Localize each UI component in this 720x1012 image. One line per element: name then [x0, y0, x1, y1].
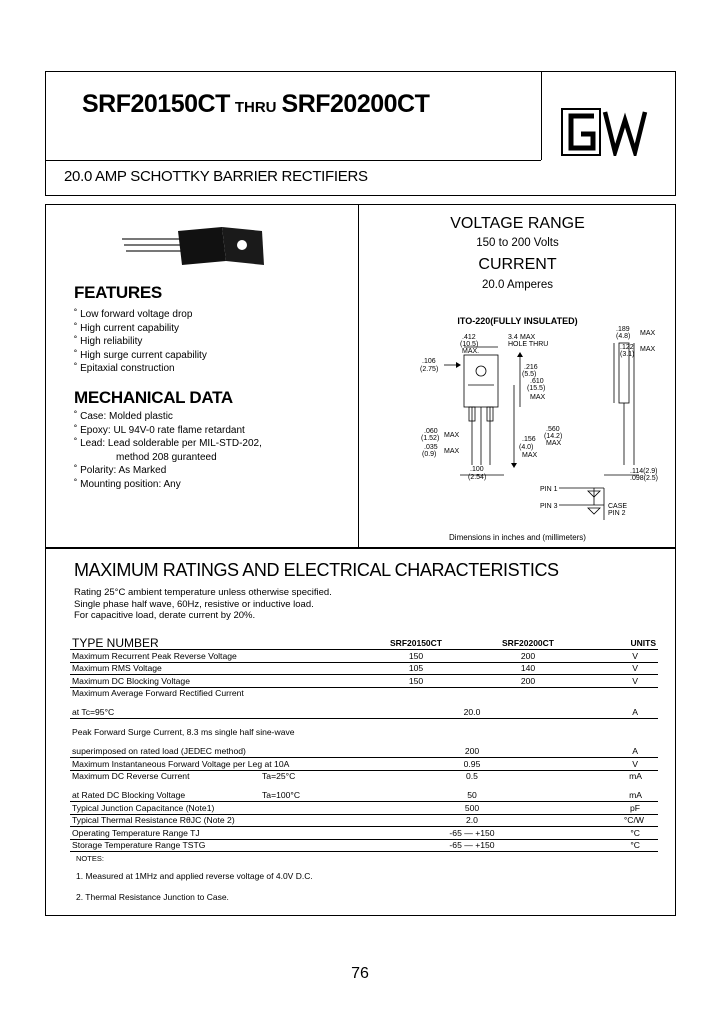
table-row: Maximum RMS Voltage 105 140 V: [70, 662, 658, 675]
list-item: ˚ Epitaxial construction: [74, 363, 175, 375]
table-header: [70, 633, 658, 650]
features-box: [45, 204, 676, 548]
mechanical-heading: MECHANICAL DATA: [74, 388, 233, 407]
dim-label: .216: [524, 364, 538, 371]
list-item: ˚ High current capability: [74, 322, 180, 334]
dim-label: (15.5): [527, 385, 546, 392]
dim-label: 3.4: [508, 334, 518, 341]
dim-label: .060: [424, 428, 438, 435]
list-item: ˚ Mounting position: Any: [74, 478, 181, 490]
max-ratings-title: MAXIMUM RATINGS AND ELECTRICAL CHARACTERISTICS: [74, 560, 559, 580]
dim-label: (4.8): [616, 333, 631, 340]
ratings-table: [70, 633, 658, 852]
table-row: superimposed on rated load (JEDEC method) 200 A: [70, 738, 658, 758]
case-label: CASE: [608, 503, 628, 510]
dim-label: .610: [530, 378, 544, 385]
table-row: Storage Temperature Range TSTG -65 — +150 °C: [70, 839, 658, 852]
dim-label: MAX: [444, 432, 460, 439]
list-item: ˚ Polarity: As Marked: [74, 465, 167, 477]
col-srf20200ct: SRF20200CT: [472, 633, 584, 650]
dim-label: MAX: [530, 394, 546, 401]
list-item: ˚ High surge current capability: [74, 349, 207, 361]
dim-label: .114(2.9): [630, 468, 658, 475]
dim-label: .098(2.5): [630, 475, 659, 482]
header-divider-h: [46, 160, 541, 161]
table-row: Maximum Recurrent Peak Reverse Voltage 150 200 V: [70, 650, 658, 663]
dim-label: (2.54): [468, 474, 487, 481]
table-row: Operating Temperature Range TJ -65 — +150 °C: [70, 827, 658, 840]
dim-label: MAX.: [462, 348, 480, 355]
dim-label: .122: [620, 344, 634, 351]
list-item: ˚ Case: Molded plastic: [74, 411, 173, 422]
pin-label: PIN 2: [608, 510, 626, 517]
dim-label: MAX: [640, 330, 656, 337]
voltage-range-value: 150 to 200 Volts: [476, 237, 559, 249]
pin-label: PIN 3: [540, 503, 558, 510]
dim-label: MAX: [522, 452, 538, 459]
package-image: [122, 225, 272, 275]
document-title: [82, 90, 429, 119]
current-title: CURRENT: [478, 256, 557, 273]
table-row: at Tc=95°C 20.0 A: [70, 699, 658, 719]
dim-label: .560: [546, 426, 560, 433]
dim-label: (14.2): [544, 433, 563, 440]
dim-label: .189: [616, 326, 630, 333]
thru-label: THRU: [234, 99, 277, 116]
col-units: UNITS: [584, 633, 658, 650]
dim-label: .156: [522, 436, 536, 443]
rating-note: For capacitive load, derate current by 20%.: [74, 610, 256, 621]
dim-label: .035: [424, 444, 438, 451]
voltage-range-title: VOLTAGE RANGE: [450, 215, 585, 232]
dim-label: (4.0): [519, 444, 534, 451]
dim-label: .100: [470, 466, 484, 473]
dim-label: (5.5): [522, 371, 537, 378]
dim-label: (0.9): [422, 451, 437, 458]
dim-label: (1.52): [421, 435, 440, 442]
table-row: Maximum DC Blocking Voltage 150 200 V: [70, 675, 658, 688]
list-item: ˚ High reliability: [74, 336, 143, 348]
dim-label: MAX: [520, 334, 536, 341]
features-heading: FEATURES: [74, 283, 162, 302]
notes-title: NOTES:: [76, 854, 104, 863]
gw-logo: [561, 108, 663, 156]
rating-note: Rating 25°C ambient temperature unless otherwise specified.: [74, 587, 332, 598]
dim-label: MAX: [640, 346, 656, 353]
dim-label: (3.1): [620, 351, 635, 358]
header-divider: [541, 72, 542, 160]
page-number: 76: [351, 965, 369, 982]
note-2: 2. Thermal Resistance Junction to Case.: [76, 892, 229, 902]
dimension-note: Dimensions in inches and (millimeters): [449, 533, 586, 542]
ratings-box: [45, 548, 676, 916]
features-list: [74, 308, 207, 376]
list-item: method 208 guranteed: [116, 451, 217, 463]
type-number-header: TYPE NUMBER: [70, 633, 360, 650]
rating-note: Single phase half wave, 60Hz, resistive or inductive load.: [74, 598, 314, 610]
list-item: ˚ Low forward voltage drop: [74, 309, 193, 320]
pin-label: PIN 1: [540, 486, 558, 493]
dim-label: .106: [422, 358, 436, 365]
table-row: Maximum Average Forward Rectified Current: [72, 688, 244, 698]
note-1: 1. Measured at 1MHz and applied reverse voltage of 4.0V D.C.: [76, 871, 313, 881]
dim-label: HOLE THRU: [508, 341, 549, 348]
table-row: Peak Forward Surge Current, 8.3 ms single half sine-wave: [72, 727, 295, 737]
col-srf20150ct: SRF20150CT: [360, 633, 472, 650]
dim-label: .412: [462, 334, 476, 341]
list-item: ˚ Lead: Lead solderable per MIL-STD-202,: [74, 438, 262, 450]
table-row: Maximum Instantaneous Forward Voltage per Leg at 10A 0.95 V: [70, 758, 658, 771]
header-box: [45, 71, 676, 196]
dim-label: (10.5): [460, 341, 479, 348]
table-row: Maximum DC Reverse Current Ta=25°C 0.5 mA: [72, 771, 642, 781]
rating-conditions: [74, 587, 332, 622]
table-row: Typical Thermal Resistance RθJC (Note 2) 2.0 °C/W: [70, 814, 658, 827]
dim-label: MAX: [444, 448, 460, 455]
subtitle: 20.0 AMP SCHOTTKY BARRIER RECTIFIERS: [64, 168, 368, 185]
part-to: SRF20200CT: [281, 90, 430, 118]
list-item: ˚ Epoxy: UL 94V-0 rate flame retardant: [74, 424, 245, 436]
table-row: Typical Junction Capacitance (Note1) 500 pF: [70, 802, 658, 815]
dim-label: (2.75): [420, 366, 439, 373]
package-title: ITO-220(FULLY INSULATED): [457, 316, 578, 326]
current-value: 20.0 Amperes: [482, 279, 553, 291]
dim-label: MAX: [546, 440, 562, 447]
package-dimension-drawing: [364, 325, 672, 530]
part-from: SRF20150CT: [82, 90, 230, 118]
mechanical-list: [74, 410, 262, 492]
table-row: at Rated DC Blocking Voltage Ta=100°C 50 mA: [70, 782, 658, 802]
